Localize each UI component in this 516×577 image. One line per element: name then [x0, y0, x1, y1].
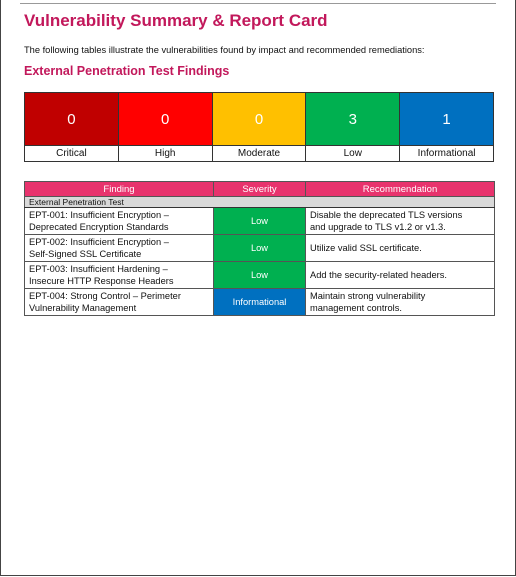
score-box-high: 0 — [119, 93, 212, 145]
finding-cell — [25, 235, 214, 262]
table-row — [25, 262, 495, 289]
recommendation-line: Utilize valid SSL certificate. — [310, 243, 422, 253]
score-high — [119, 93, 213, 161]
finding-line: Self-Signed SSL Certificate — [29, 249, 142, 259]
recommendation-cell — [306, 289, 495, 316]
finding-line: Deprecated Encryption Standards — [29, 222, 169, 232]
score-label-low: Low — [306, 145, 399, 161]
score-low — [306, 93, 400, 161]
findings-table — [24, 181, 495, 316]
score-critical — [25, 93, 119, 161]
score-box-critical: 0 — [25, 93, 118, 145]
finding-line: Vulnerability Management — [29, 303, 137, 313]
recommendation-line: Maintain strong vulnerability — [310, 291, 426, 301]
intro-text: The following tables illustrate the vulnerabilities found by impact and recommended remediations: — [24, 45, 425, 55]
score-box-informational: 1 — [400, 93, 493, 145]
group-row — [25, 197, 495, 208]
finding-line: EPT-004: Strong Control – Perimeter — [29, 291, 181, 301]
table-header-row — [25, 182, 495, 197]
severity-cell: Low — [214, 208, 306, 235]
table-row — [25, 235, 495, 262]
recommendation-cell — [306, 262, 495, 289]
recommendation-cell — [306, 235, 495, 262]
severity-cell: Low — [214, 262, 306, 289]
report-title: Vulnerability Summary & Report Card — [24, 11, 328, 30]
finding-cell — [25, 208, 214, 235]
score-moderate — [213, 93, 307, 161]
score-label-high: High — [119, 145, 212, 161]
severity-cell: Informational — [214, 289, 306, 316]
severity-scorecard — [24, 92, 494, 162]
finding-line: EPT-001: Insufficient Encryption – — [29, 210, 169, 220]
group-label: External Penetration Test — [25, 197, 495, 208]
score-label-moderate: Moderate — [213, 145, 306, 161]
finding-cell — [25, 289, 214, 316]
finding-cell — [25, 262, 214, 289]
header-recommendation: Recommendation — [306, 182, 495, 197]
recommendation-cell — [306, 208, 495, 235]
top-rule — [20, 3, 496, 4]
header-finding: Finding — [25, 182, 214, 197]
score-box-low: 3 — [306, 93, 399, 145]
section-heading: External Penetration Test Findings — [24, 64, 230, 78]
finding-line: EPT-003: Insufficient Hardening – — [29, 264, 168, 274]
recommendation-line: and upgrade to TLS v1.2 or v1.3. — [310, 222, 446, 232]
score-label-critical: Critical — [25, 145, 118, 161]
recommendation-line: management controls. — [310, 303, 402, 313]
finding-line: Insecure HTTP Response Headers — [29, 276, 174, 286]
severity-cell: Low — [214, 235, 306, 262]
header-severity: Severity — [214, 182, 306, 197]
score-informational — [400, 93, 493, 161]
recommendation-line: Add the security-related headers. — [310, 270, 447, 280]
score-label-informational: Informational — [400, 145, 493, 161]
finding-line: EPT-002: Insufficient Encryption – — [29, 237, 169, 247]
score-box-moderate: 0 — [213, 93, 306, 145]
table-row — [25, 208, 495, 235]
table-row — [25, 289, 495, 316]
recommendation-line: Disable the deprecated TLS versions — [310, 210, 463, 220]
